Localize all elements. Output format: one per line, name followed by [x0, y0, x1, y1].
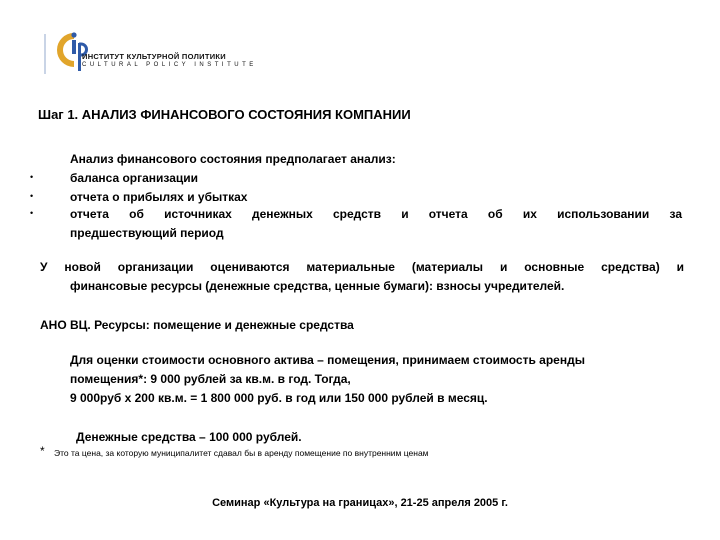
- logo-divider: [44, 34, 46, 74]
- logo-name-en: CULTURAL POLICY INSTITUTE: [82, 62, 257, 68]
- logo-c-arc: [60, 36, 74, 64]
- logo-i-stem: [72, 40, 76, 54]
- analysis-item-cash-sources: отчета об источниках денежных средств и отчета об их использовании за: [70, 207, 682, 221]
- bullet-marker: •: [30, 191, 34, 201]
- analysis-item-balance: баланса организации: [70, 171, 199, 185]
- bullet-marker: •: [30, 172, 34, 182]
- new-org-paragraph-line2: финансовые ресурсы (денежные средства, ценные бумаги): взносы учредителей.: [70, 279, 565, 293]
- ano-resources: АНО ВЦ. Ресурсы: помещение и денежные средства: [40, 318, 354, 332]
- logo-i-dot: [71, 32, 76, 37]
- logo-p-stem: [78, 43, 81, 71]
- analysis-item-profit-loss: отчета о прибылях и убытках: [70, 190, 248, 204]
- new-org-paragraph-line1: У новой организации оцениваются материальные (материалы и основные средства) и: [40, 260, 684, 274]
- institute-logo: [44, 30, 257, 74]
- estimate-line-3: 9 000руб х 200 кв.м. = 1 800 000 руб. в год или 150 000 рублей в месяц.: [70, 391, 488, 405]
- footnote-star: *: [40, 444, 45, 458]
- logo-name-ru: ИНСТИТУТ КУЛЬТУРНОЙ ПОЛИТИКИ: [82, 52, 226, 61]
- estimate-line-2: помещения*: 9 000 рублей за кв.м. в год. Тогда,: [70, 372, 351, 386]
- cash-amount: Денежные средства – 100 000 рублей.: [76, 430, 302, 444]
- seminar-footer: Семинар «Культура на границах», 21-25 апреля 2005 г.: [212, 497, 508, 509]
- slide-title: Шаг 1. АНАЛИЗ ФИНАНСОВОГО СОСТОЯНИЯ КОМПАНИИ: [38, 107, 411, 122]
- footnote-text: Это та цена, за которую муниципалитет сдавал бы в аренду помещение по внутренним ценам: [54, 448, 429, 458]
- bullet-marker: •: [30, 208, 34, 218]
- analysis-intro: Анализ финансового состояния предполагает анализ:: [70, 152, 396, 166]
- analysis-item-cash-sources-cont: предшествующий период: [70, 226, 224, 240]
- estimate-line-1: Для оценки стоимости основного актива – помещения, принимаем стоимость аренды: [70, 353, 585, 367]
